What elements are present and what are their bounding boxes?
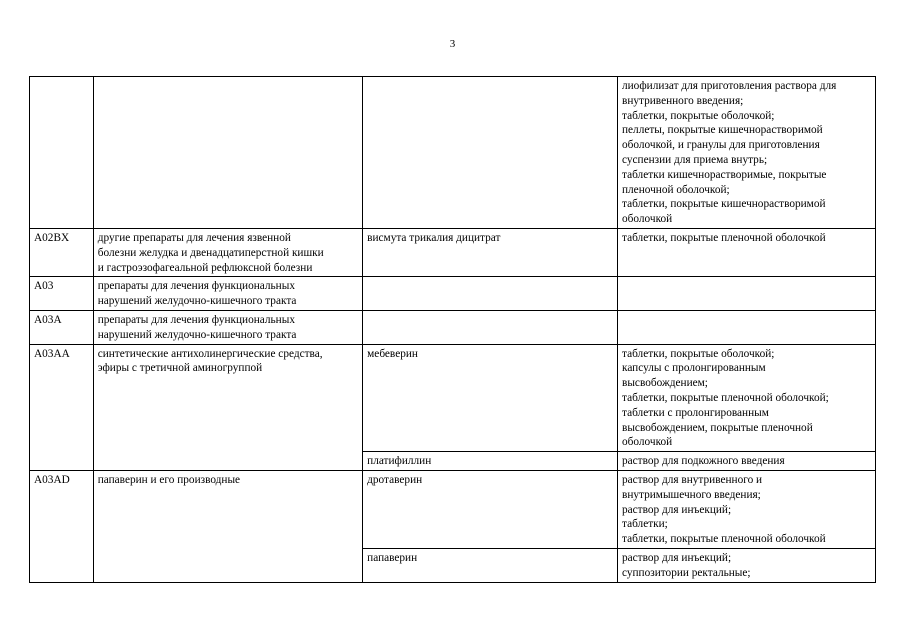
- dosage-forms-cell: [618, 77, 876, 229]
- dosage-form-line: таблетки;: [622, 518, 668, 531]
- table-row: [30, 310, 876, 344]
- dosage-forms-cell: [618, 548, 876, 582]
- drug-name-cell: [363, 344, 618, 452]
- atc-code-cell: [30, 228, 94, 276]
- dosage-form-line: таблетки, покрытые пленочной оболочкой: [622, 533, 826, 546]
- dosage-form-line: таблетки, покрытые кишечнорастворимой: [622, 198, 826, 211]
- atc-code: A03AA: [34, 347, 70, 360]
- group-name-line: эфиры с третичной аминогруппой: [97, 362, 263, 375]
- dosage-form-line: лиофилизат для приготовления раствора для: [622, 80, 837, 92]
- group-name-cell: [93, 344, 362, 470]
- table-row: [30, 470, 876, 548]
- group-name-cell: [93, 77, 362, 229]
- drug-name-cell: [363, 277, 618, 311]
- dosage-form-line: таблетки кишечнорастворимые, покрытые: [622, 168, 827, 181]
- dosage-form-line: раствор для внутривенного и: [622, 473, 763, 486]
- dosage-form-line: раствор для инъекций;: [622, 551, 732, 564]
- atc-code: A02BX: [34, 231, 70, 244]
- table-row: [30, 77, 876, 229]
- drug-name-cell: [363, 452, 618, 471]
- drug-registry-table: [29, 76, 876, 583]
- atc-code-cell: [30, 77, 94, 229]
- dosage-forms-cell: [618, 310, 876, 344]
- drug-name-cell: [363, 228, 618, 276]
- dosage-form-line: высвобождением;: [622, 377, 708, 390]
- group-name-cell: [93, 470, 362, 582]
- drug-name-cell: [363, 77, 618, 229]
- dosage-forms-cell: [618, 344, 876, 452]
- dosage-form-line: оболочкой: [622, 213, 673, 226]
- atc-code-cell: [30, 344, 94, 470]
- group-name-line: папаверин и его производные: [97, 473, 241, 486]
- dosage-form-line: пеллеты, покрытые кишечнорастворимой: [622, 124, 823, 137]
- group-name-cell: [93, 228, 362, 276]
- group-name-cell: [93, 277, 362, 311]
- drug-name-cell: [363, 310, 618, 344]
- table-row: [30, 277, 876, 311]
- group-name-line: болезни желудка и двенадцатиперстной кишки: [97, 246, 324, 259]
- group-name-line: синтетические антихолинергические средства,: [97, 347, 323, 360]
- dosage-form-line: таблетки, покрытые оболочкой;: [622, 347, 775, 360]
- drug-name-cell: [363, 470, 618, 548]
- atc-code: A03: [34, 280, 54, 293]
- page-number: 3: [449, 38, 456, 50]
- dosage-forms-cell: [618, 228, 876, 276]
- dosage-form-line: высвобождением, покрытые пленочной: [622, 421, 813, 434]
- drug-name: платифиллин: [367, 455, 432, 468]
- dosage-form-line: таблетки, покрытые пленочной оболочкой;: [622, 391, 829, 404]
- group-name-line: препараты для лечения функциональных: [97, 313, 295, 326]
- atc-code: A03A: [34, 313, 62, 326]
- dosage-forms-cell: [618, 452, 876, 471]
- dosage-form-line: таблетки, покрытые пленочной оболочкой: [622, 231, 826, 244]
- table-row: [30, 228, 876, 276]
- table-row: [30, 344, 876, 452]
- drug-name-cell: [363, 548, 618, 582]
- group-name-line: нарушений желудочно-кишечного тракта: [97, 295, 297, 308]
- group-name-line: и гастроэзофагеальной рефлюксной болезни: [97, 261, 313, 274]
- dosage-forms-cell: [618, 277, 876, 311]
- drug-name: дротаверин: [367, 473, 423, 486]
- dosage-forms-cell: [618, 470, 876, 548]
- atc-code: A03AD: [34, 473, 70, 486]
- dosage-form-line: капсулы с пролонгированным: [622, 362, 766, 375]
- dosage-form-line: раствор для подкожного введения: [622, 455, 785, 468]
- dosage-form-line: оболочкой, и гранулы для приготовления: [622, 139, 820, 152]
- group-name-cell: [93, 310, 362, 344]
- group-name-line: препараты для лечения функциональных: [97, 280, 295, 293]
- drug-name: висмута трикалия дицитрат: [367, 231, 501, 244]
- atc-code-cell: [30, 277, 94, 311]
- dosage-form-line: раствор для инъекций;: [622, 503, 732, 516]
- dosage-form-line: таблетки с пролонгированным: [622, 406, 769, 419]
- dosage-form-line: внутривенного введения;: [622, 94, 744, 107]
- drug-name: мебеверин: [367, 347, 418, 360]
- group-name-line: нарушений желудочно-кишечного тракта: [97, 328, 297, 341]
- atc-code-cell: [30, 470, 94, 582]
- drug-name: папаверин: [367, 551, 418, 564]
- dosage-form-line: таблетки, покрытые оболочкой;: [622, 109, 775, 122]
- dosage-form-line: внутримышечного введения;: [622, 488, 761, 501]
- dosage-form-line: оболочкой: [622, 436, 673, 449]
- atc-code-cell: [30, 310, 94, 344]
- dosage-form-line: суппозитории ректальные;: [622, 566, 751, 579]
- dosage-form-line: суспензии для приема внутрь;: [622, 153, 768, 166]
- group-name-line: другие препараты для лечения язвенной: [97, 231, 291, 244]
- dosage-form-line: пленочной оболочкой;: [622, 183, 730, 196]
